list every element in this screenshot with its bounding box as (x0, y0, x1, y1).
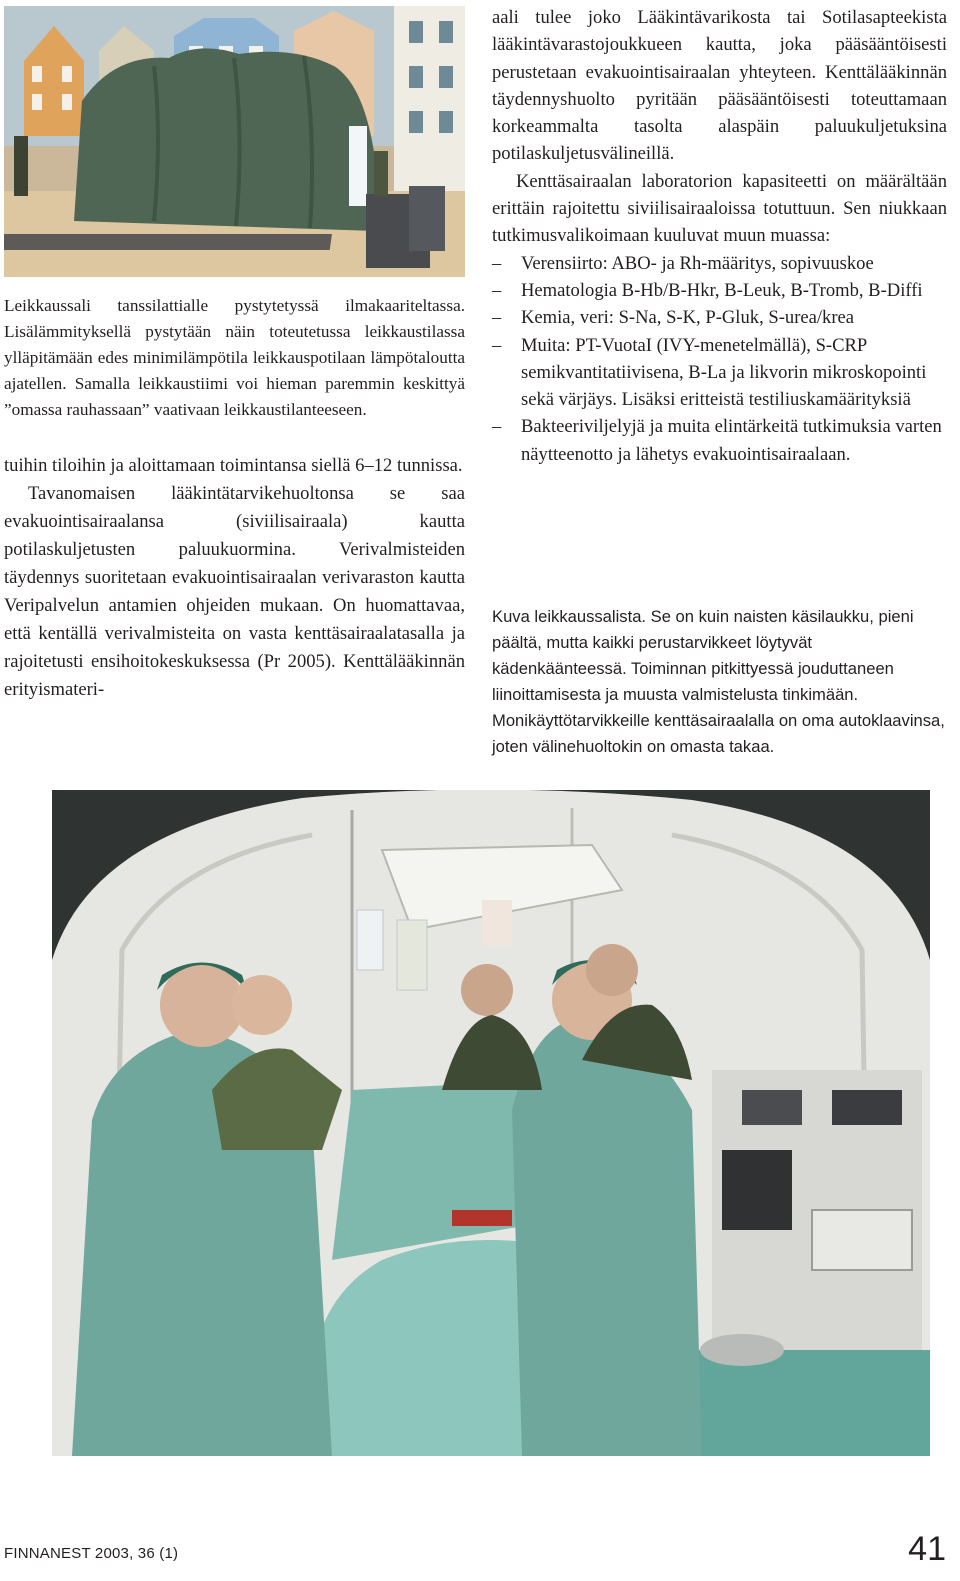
list-item (492, 277, 947, 304)
page-number: 41 (908, 1530, 946, 1568)
dash-bullet: – (492, 252, 502, 274)
right-column-body (492, 4, 947, 468)
lab-tests-list (492, 250, 947, 468)
list-item (492, 250, 947, 277)
dash-bullet: – (492, 307, 502, 329)
list-item-text: Verensiirto: ABO- ja Rh-määritys, sopivuuskoe (521, 252, 874, 274)
journal-footer: FINNANEST 2003, 36 (1) (4, 1545, 179, 1562)
list-item (492, 413, 947, 468)
dash-bullet: – (492, 334, 502, 356)
left-paragraph-1: tuihin tiloihin ja aloittamaan toimintansa siellä 6–12 tunnissa. (4, 455, 463, 476)
figure-caption-top: Leikkaussali tanssilattialle pystytetyssä ilmakaariteltassa. Lisälämmityksellä pystytään näin toteutetussa leikkaustilassa ylläpitämään edes minimilämpötila leikkauspotilaan lämpötaloutta ajatellen. Samalla leikkaustiimi voi hieman paremmin keskittyä ”omassa rauhassaan” vaativaan leikkaustilanteeseen. (4, 296, 465, 419)
right-paragraph-1: aali tulee joko Lääkintävarikosta tai Sotilasapteekista lääkintävarastojoukkueen kautta, joka pääsääntöisesti perustetaan evakuointisairaalan yhteyteen. Kenttälääkinnän täydennyshuolto pyritään pääsääntöisesti toteuttamaan korkeammalta tasolta alaspäin paluukuljetuksina potilaskuljetusvälineillä. (492, 7, 947, 165)
surgery-photo (52, 790, 930, 1456)
right-paragraph-2: Kenttäsairaalan laboratorion kapasiteetti on määrältään erittäin rajoitettu siviilisairaaloissa totuttuun. Sen niukkaan tutkimusvalikoimaan kuuluvat muun muassa: (492, 170, 947, 247)
list-item (492, 332, 947, 414)
list-item-text: Bakteeriviljelyjä ja muita elintärkeitä tutkimuksia varten näytteenotto ja lähetys evakuointisairaalaan. (521, 416, 942, 465)
list-item-text: Muita: PT-VuotaI (IVY-menetelmällä), S-CRP semikvantitatiivisena, B-La ja likvorin mikroskopointi sekä värjäys. Lisäksi eritteistä testiliuskamäärityksiä (521, 334, 927, 411)
list-item (492, 304, 947, 331)
dash-bullet: – (492, 416, 502, 438)
dash-bullet: – (492, 279, 502, 301)
surgery-photo-image (52, 790, 930, 1456)
figure-caption-right: Kuva leikkaussalista. Se on kuin naisten käsilaukku, pieni päältä, mutta kaikki perustarvikkeet löytyvät kädenkäänteessä. Toiminnan pitkittyessä jouduttaneen liinoittamisesta ja muusta valmistelusta tinkimään. Monikäyttötarvikkeille kenttäsairaalalla on oma autoklaavinsa, joten välinehuoltokin on omasta takaa. (492, 607, 945, 756)
left-paragraph-2: Tavanomaisen lääkintätarvikehuoltonsa se saa evakuointisairaalansa (siviilisairaala) kautta potilaskuljetusten paluukuormina. Verivalmisteiden täydennys suoritetaan evakuointisairaalan verivaraston kautta Veripalvelun antamien ohjeiden mukaan. On huomattavaa, että kentällä verivalmisteita on vasta kenttäsairaalatasalla ja rajoitetusti ensihoitokeskuksessa (Pr 2005). Kenttälääkinnän erityismateri- (4, 483, 465, 700)
tent-photo (4, 6, 465, 277)
tent-photo-image (4, 6, 465, 277)
list-item-text: Hematologia B-Hb/B-Hkr, B-Leuk, B-Tromb, B-Diffi (521, 279, 923, 301)
list-item-text: Kemia, veri: S-Na, S-K, P-Gluk, S-urea/krea (521, 307, 855, 329)
left-column-body (4, 452, 465, 704)
